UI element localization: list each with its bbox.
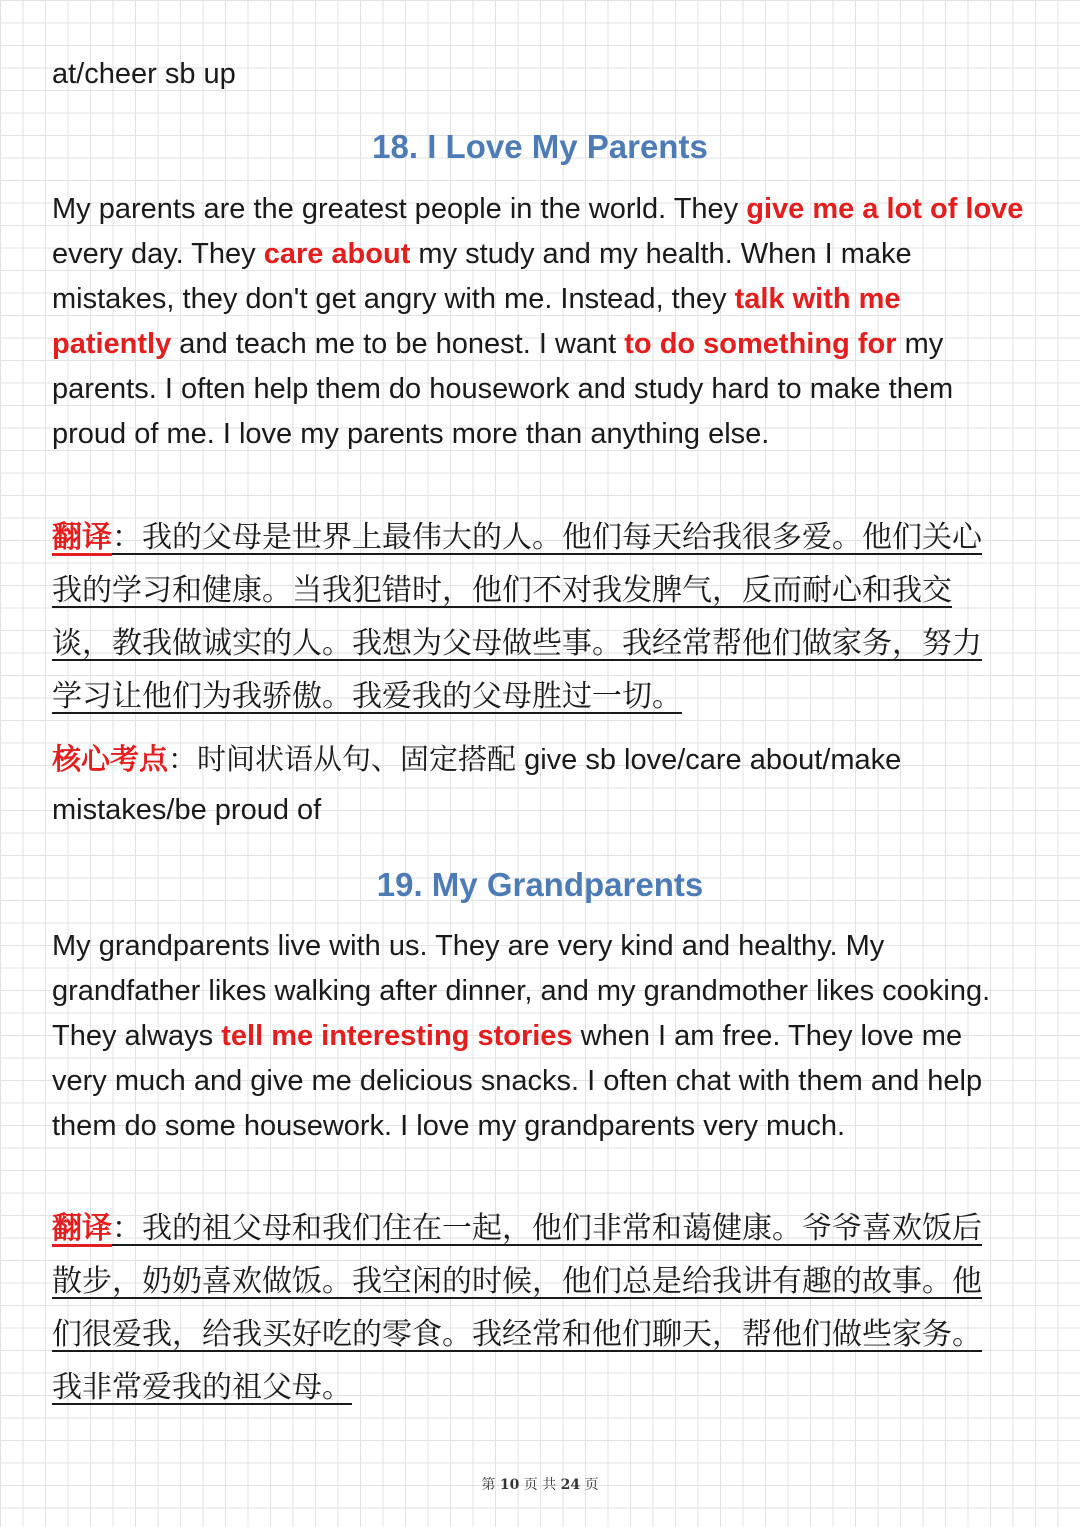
lead-text: at/cheer sb up: [52, 58, 236, 90]
essay-19: [52, 924, 1024, 1149]
footer-page-number: 10: [499, 1477, 520, 1493]
translation-label: 翻译: [52, 1211, 112, 1246]
section-title-18: 18. I Love My Parents: [372, 128, 708, 165]
footer-prefix: 第: [481, 1477, 496, 1493]
translation-19: [52, 1202, 1002, 1414]
key-phrase: care about: [263, 238, 411, 270]
essay-18: [52, 187, 1024, 457]
essay-text: my parents. I often help them do housework and study hard to make them proud of me. I love my parents more than anything else.: [52, 328, 954, 450]
keypoints-18: [52, 734, 1024, 835]
essay-text: My grandparents live with us. They are very kind and healthy. My grandfather likes walking after dinner, and my grandmother likes cooking. They always: [52, 930, 991, 1052]
translation-text: ：我的祖父母和我们住在一起，他们非常和蔼健康。爷爷喜欢饭后散步，奶奶喜欢做饭。我空闲的时候，他们总是给我讲有趣的故事。他们很爱我，给我买好吃的零食。我经常和他们聊天，帮他们做些家务。我非常爱我的祖父母。: [52, 1211, 982, 1405]
keypoints-label: 核心考点: [52, 742, 169, 776]
keypoints-text: ：时间状语从句、固定搭配 give sb love/care about/make mistakes/be proud of: [52, 744, 902, 826]
translation-text: ：我的父母是世界上最伟大的人。他们每天给我很多爱。他们关心我的学习和健康。当我犯错时，他们不对我发脾气，反而耐心和我交谈，教我做诚实的人。我想为父母做些事。我经常帮他们做家务，努力学习让他们为我骄傲。我爱我的父母胜过一切。: [52, 520, 982, 714]
footer-total-pages: 24: [560, 1477, 581, 1493]
page-footer: [0, 1474, 1080, 1494]
translation-label: 翻译: [52, 520, 112, 555]
essay-text: and teach me to be honest. I want: [171, 328, 625, 360]
key-phrase: to do something for: [624, 328, 897, 360]
footer-middle: 页 共: [523, 1477, 557, 1493]
key-phrase: give me a lot of love: [746, 193, 1024, 225]
translation-18: [52, 511, 1002, 723]
essay-text: every day. They: [52, 238, 264, 270]
essay-text: My parents are the greatest people in the world. They: [52, 193, 747, 225]
section-title-19: 19. My Grandparents: [376, 866, 704, 903]
key-phrase: tell me interesting stories: [221, 1020, 573, 1052]
key-phrase: talk with me patiently: [52, 283, 901, 360]
footer-suffix: 页: [584, 1477, 599, 1493]
essay-text: my study and my health. When I make mistakes, they don't get angry with me. Instead, they: [52, 238, 912, 315]
essay-text: when I am free. They love me very much and give me delicious snacks. I often chat with them and help them do some housework. I love my grandparents very much.: [52, 1020, 983, 1142]
